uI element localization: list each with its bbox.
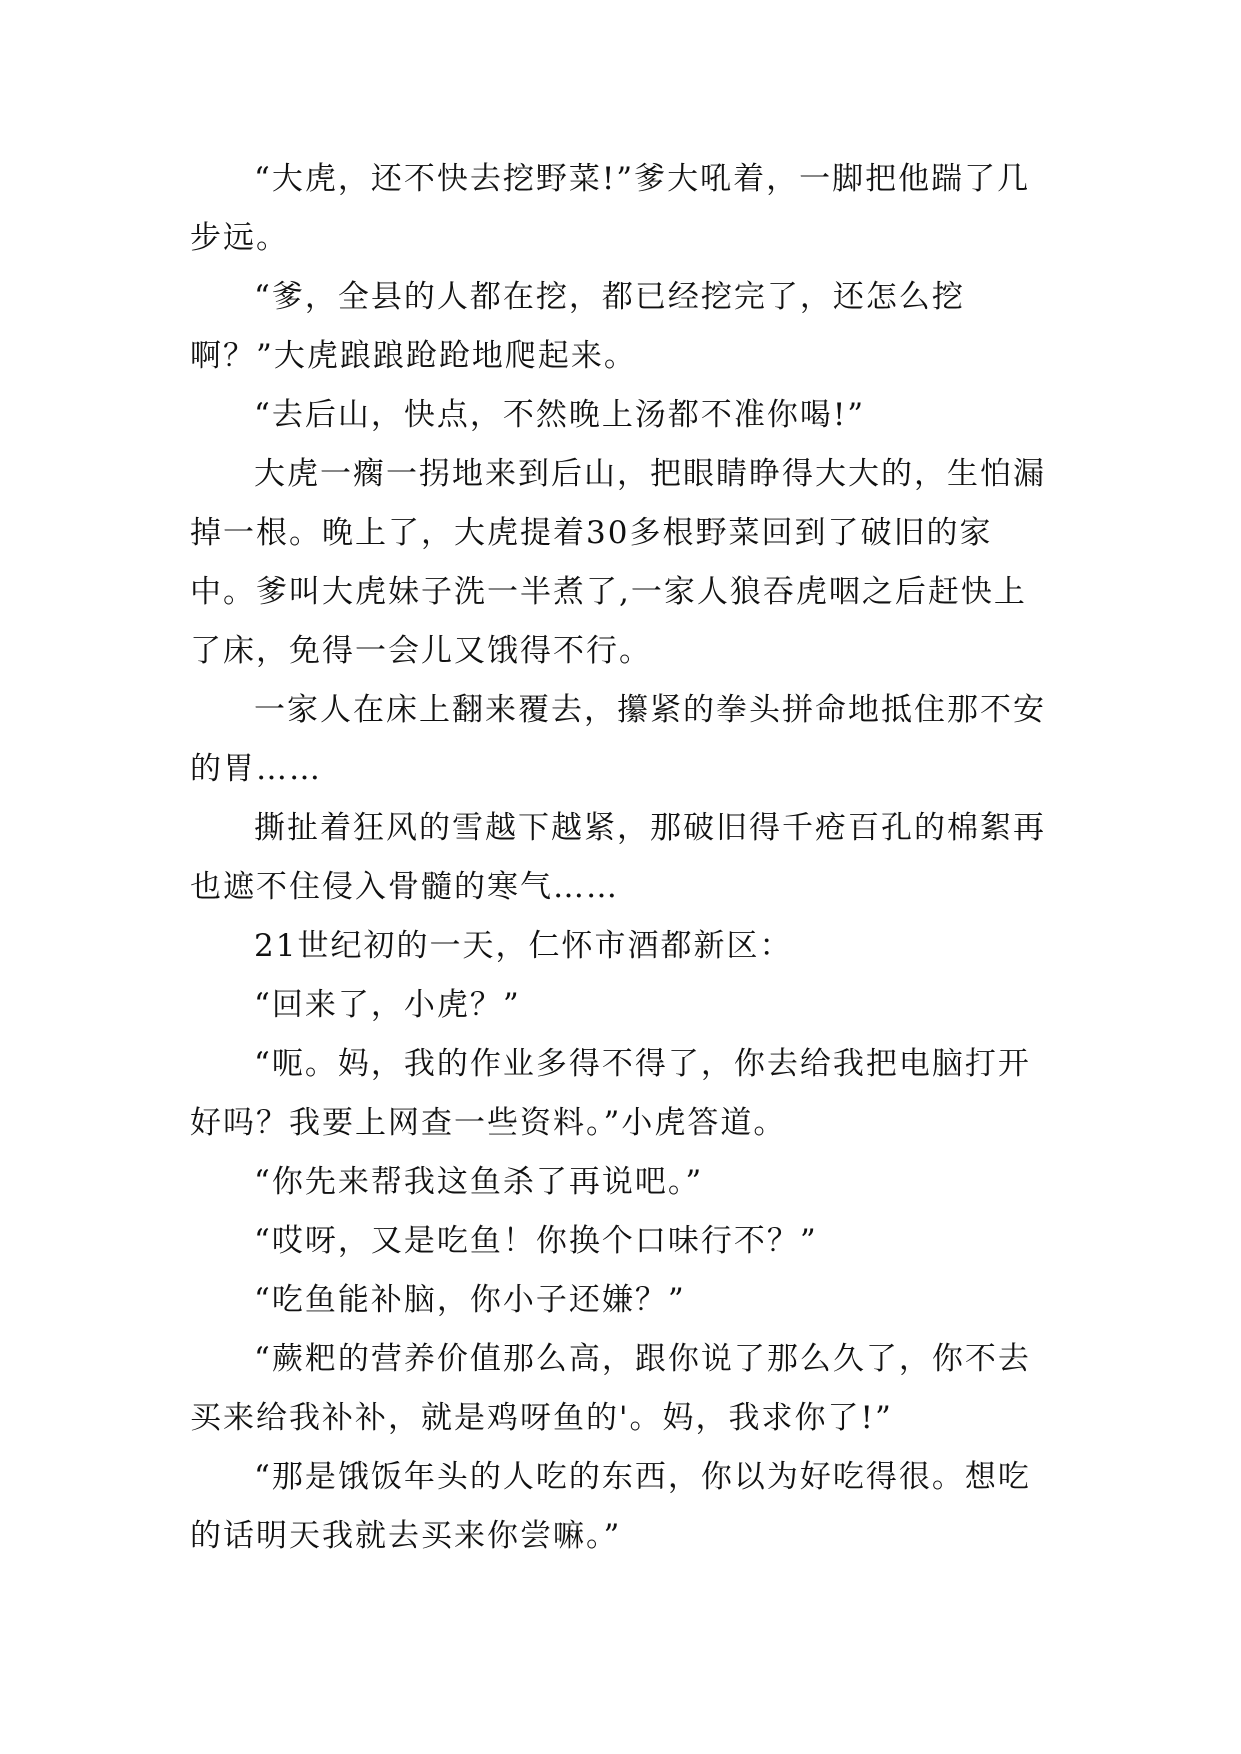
paragraph: 一家人在床上翻来覆去，攥紧的拳头拼命地抵住那不安的胃…… <box>190 692 1046 787</box>
paragraph: “呃。妈，我的作业多得不得了，你去给我把电脑打开好吗？我要上网查一些资料。”小虎答道。 <box>190 1046 1031 1141</box>
paragraph: “大虎，还不快去挖野菜!”爹大吼着，一脚把他踹了几步远。 <box>190 161 1031 256</box>
paragraph: 21世纪初的一天，仁怀市酒都新区： <box>254 928 793 964</box>
paragraph: “你先来帮我这鱼杀了再说吧。” <box>254 1164 704 1200</box>
paragraph: “哎呀，又是吃鱼！你换个口味行不？” <box>254 1223 818 1259</box>
paragraph: “吃鱼能补脑，你小子还嫌？” <box>254 1282 686 1318</box>
paragraph: 大虎一瘸一拐地来到后山，把眼睛睁得大大的，生怕漏掉一根。晚上了，大虎提着30多根野菜回到了破旧的家中。爹叫大虎妹子洗一半煮了,一家人狼吞虎咽之后赶快上了床，免得一会儿又饿得不行。 <box>190 456 1046 669</box>
paragraph: 撕扯着狂风的雪越下越紧，那破旧得千疮百孔的棉絮再也遮不住侵入骨髓的寒气…… <box>190 810 1046 905</box>
paragraph: “爹，全县的人都在挖，都已经挖完了，还怎么挖啊？”大虎踉踉跄跄地爬起来。 <box>190 279 965 374</box>
paragraph: “去后山，快点，不然晚上汤都不准你喝!” <box>254 397 866 433</box>
document-page <box>190 150 1050 1566</box>
paragraph: “回来了，小虎？” <box>254 987 521 1023</box>
paragraph: “蕨粑的营养价值那么高，跟你说了那么久了，你不去买来给我补补，就是鸡呀鱼的'。妈，我求你了!” <box>190 1341 1031 1436</box>
paragraph: “那是饿饭年头的人吃的东西，你以为好吃得很。想吃的话明天我就去买来你尝嘛。” <box>190 1459 1031 1554</box>
